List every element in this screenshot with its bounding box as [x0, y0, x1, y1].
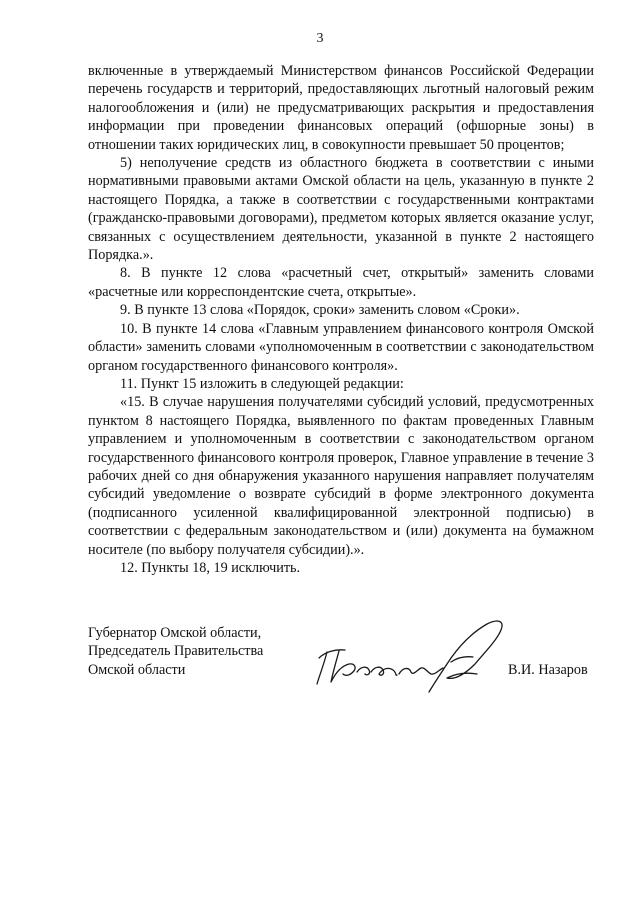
handwritten-signature: [305, 612, 515, 702]
signatory-title: [88, 624, 263, 679]
paragraph-item-10: 10. В пункте 14 слова «Главным управлением финансового контроля Омской области» заменить словами «уполномоченным в соответствии с законодательством органом государственного финансового контроля».: [88, 320, 594, 374]
signatory-title-line: Председатель Правительства: [88, 643, 264, 660]
signatory-title-line: Омской области: [88, 661, 186, 678]
paragraph-item-15-new-text: «15. В случае нарушения получателями субсидий условий, предусмотренных пунктом 8 настоящего Порядка, выявленного по фактам проведенных Главным управлением и уполномоченным в соответствии с законодательством органом государственного финансового контроля проверок, Главное управление в течение 3 рабочих дней со дня обнаружения указанного нарушения направляет получателям субсидий уведомление о возврате субсидий в форме электронного документа (подписанного усиленной квалифицированной электронной подписью) в соответствии с федеральным законодательством и (или) документа на бумажном носителе (по выбору получателя субсидии).».: [88, 394, 594, 558]
document-body: [88, 62, 594, 577]
paragraph-item-11: 11. Пункт 15 изложить в следующей редакции:: [120, 375, 404, 392]
paragraph-item-5: 5) неполучение средств из областного бюджета в соответствии с иными нормативными правовыми актами Омской области на цель, указанную в пункте 2 настоящего Порядка, а также в соответствии с государственными контрактами (гражданско-правовыми договорами), предметом которых является оказание услуг, связанных с осуществлением деятельности, указанной в пункте 2 настоящего Порядка.».: [88, 155, 594, 264]
paragraph-item-8: 8. В пункте 12 слова «расчетный счет, открытый» заменить словами «расчетные или корреспондентские счета, открытые».: [88, 265, 594, 300]
paragraph-item-12: 12. Пункты 18, 19 исключить.: [120, 559, 301, 576]
signatory-title-line: Губернатор Омской области,: [88, 625, 262, 641]
signatory-name: В.И. Назаров: [508, 662, 588, 678]
page-number: 3: [316, 31, 324, 46]
paragraph-continuation: включенные в утверждаемый Министерством финансов Российской Федерации перечень государств и территорий, предоставляющих льготный налоговый режим налогообложения и (или) не предусматривающих раскрытия и предоставления информации при проведении финансовых операций (офшорные зоны) в отношении таких юридических лиц, в совокупности превышает 50 процентов;: [88, 63, 594, 153]
paragraph-item-9: 9. В пункте 13 слова «Порядок, сроки» заменить словом «Сроки».: [120, 302, 520, 319]
